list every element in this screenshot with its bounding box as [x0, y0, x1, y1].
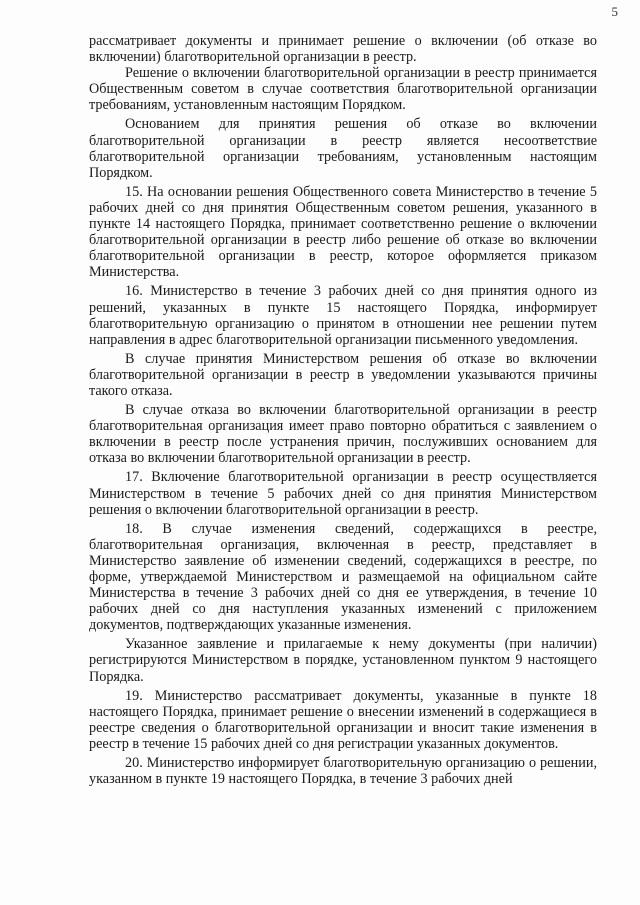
- paragraph: 15. На основании решения Общественного совета Министерство в течение 5 рабочих дней со дня принятия Общественным советом решения, указанного в пункте 14 настоящего Порядка, принимает соответственно решение о включении благотворительной организации в реестр либо решение об отказе во включении благотворительной организации в реестр, которое оформляется приказом Министерства.: [89, 183, 597, 281]
- paragraph: 16. Министерство в течение 3 рабочих дней со дня принятия одного из решений, указанных в пункте 15 настоящего Порядка, информирует благотворительную организацию о принятом в отношении нее решении путем направления в адрес благотворительной организации письменного уведомления.: [89, 283, 597, 348]
- paragraph: 18. В случае изменения сведений, содержащихся в реестре, благотворительная организация, включенная в реестр, представляет в Министерство заявление об изменении сведений, содержащихся в реестре, по форме, утверждаемой Министерством и размещаемой на официальном сайте Министерства в течение 3 рабочих дней со дня ее утверждения, в течение 10 рабочих дней со дня наступления указанных изменений с приложением документов, подтверждающих указанные изменения.: [89, 520, 597, 634]
- paragraph: В случае принятия Министерством решения об отказе во включении благотворительной организации в реестр в уведомлении указываются причины такого отказа.: [89, 350, 597, 399]
- paragraph: 20. Министерство информирует благотворительную организацию о решении, указанном в пункте 19 настоящего Порядка, в течение 3 рабочих дней: [89, 755, 597, 788]
- paragraph: 17. Включение благотворительной организации в реестр осуществляется Министерством в течение 5 рабочих дней со дня принятия Министерством решения о включении благотворительной организации в реестр.: [89, 469, 597, 518]
- paragraph: Указанное заявление и прилагаемые к нему документы (при наличии) регистрируются Министерством в порядке, установленном пунктом 9 настоящего Порядка.: [89, 636, 597, 685]
- page-number: 5: [611, 4, 618, 19]
- paragraph: Решение о включении благотворительной организации в реестр принимается Общественным советом в случае соответствия благотворительной организации требованиям, установленным настоящим Порядком.: [89, 65, 597, 114]
- paragraph: Основанием для принятия решения об отказе во включении благотворительной организации в реестр является несоответствие благотворительной организации требованиям, установленным настоящим Порядком.: [89, 116, 597, 181]
- paragraph: В случае отказа во включении благотворительной организации в реестр благотворительная организация имеет право повторно обратиться с заявлением о включении в реестр после устранения причин, послуживших основанием для отказа во включении благотворительной организации в реестр.: [89, 402, 597, 467]
- paragraph: 19. Министерство рассматривает документы, указанные в пункте 18 настоящего Порядка, принимает решение о внесении изменений в содержащиеся в реестре сведения о благотворительной организации и вносит такие изменения в реестр в течение 15 рабочих дней со дня регистрации указанных документов.: [89, 687, 597, 752]
- paragraph: рассматривает документы и принимает решение о включении (об отказе во включении) благотворительной организации в реестр.: [89, 33, 597, 66]
- document-body: [89, 33, 597, 787]
